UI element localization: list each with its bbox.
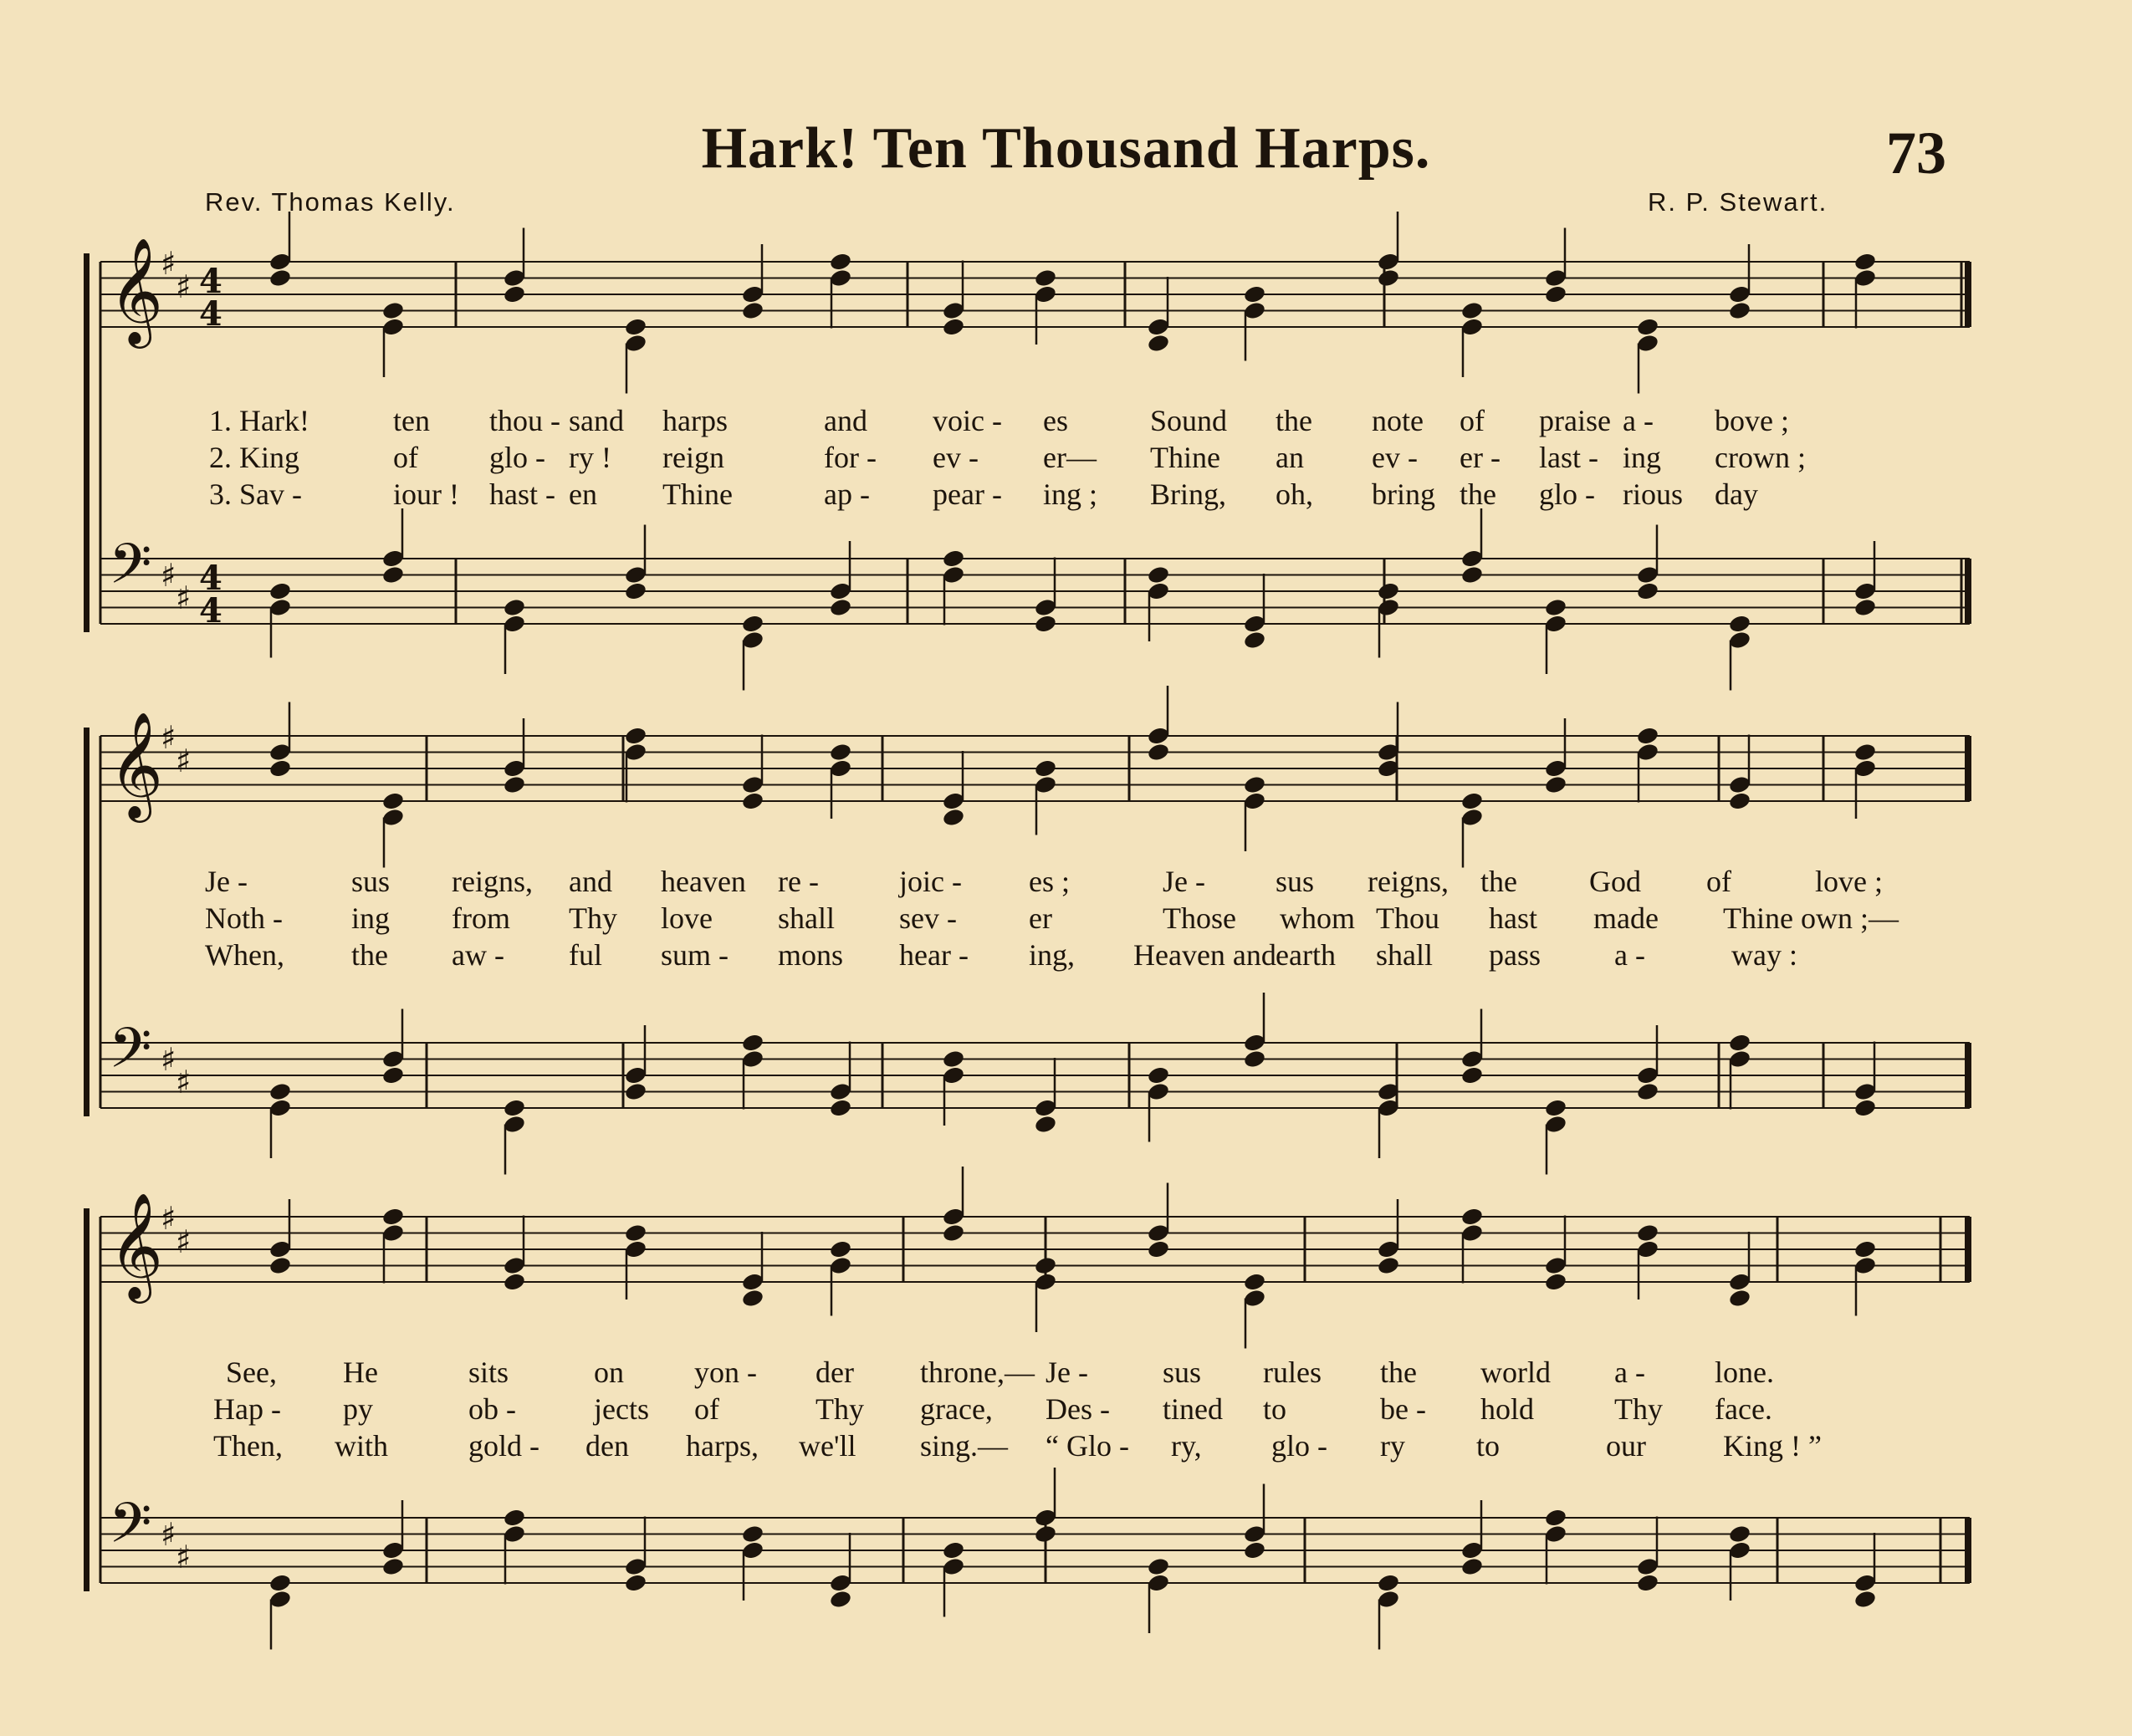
lyric-syllable: a -	[1614, 938, 1645, 972]
lyric-syllable: of	[393, 441, 418, 474]
lyric-syllable: Thine own ;—	[1723, 901, 1899, 935]
notehead	[829, 597, 852, 617]
notehead	[1544, 1272, 1567, 1292]
notehead	[624, 1223, 647, 1243]
notehead	[741, 614, 764, 634]
lyric-syllable: praise	[1539, 404, 1611, 437]
lyric-syllable: oh,	[1276, 477, 1313, 511]
notehead	[1636, 1223, 1659, 1243]
lyric-syllable: He	[343, 1356, 378, 1389]
lyric-syllable: thou -	[489, 404, 560, 437]
lyric-syllable: of	[694, 1392, 719, 1426]
notehead	[268, 1255, 292, 1275]
lyric-syllable: bove ;	[1715, 404, 1789, 437]
notehead	[1460, 300, 1484, 320]
notehead	[1728, 1033, 1751, 1053]
notehead	[1243, 630, 1266, 650]
notehead	[829, 1589, 852, 1609]
notehead	[942, 1540, 965, 1560]
lyric-syllable: Je -	[1163, 865, 1205, 898]
notehead	[624, 317, 647, 337]
lyric-syllable: Thy	[569, 901, 617, 935]
lyric-syllable: ing ;	[1043, 477, 1098, 511]
notehead	[741, 1524, 764, 1544]
lyric-syllable: ten	[393, 404, 430, 437]
lyric-syllable: shall	[778, 901, 835, 935]
lyric-syllable: whom	[1280, 901, 1355, 935]
lyric-syllable: Noth -	[205, 901, 283, 935]
lyric-syllable: of	[1706, 865, 1731, 898]
lyric-syllable: earth	[1276, 938, 1336, 972]
lyric-syllable: ful	[569, 938, 602, 972]
lyric-syllable: Then,	[213, 1429, 283, 1463]
lyric-syllable: voic -	[933, 404, 1002, 437]
notehead	[1243, 774, 1266, 794]
notehead	[1243, 1049, 1266, 1069]
final-barline	[1965, 559, 1971, 624]
lyric-syllable: the	[1276, 404, 1312, 437]
sharp-icon: ♯	[176, 1539, 192, 1575]
notehead	[381, 791, 405, 811]
lyric-syllable: to	[1263, 1392, 1287, 1426]
notehead	[1544, 284, 1567, 304]
notehead	[1853, 742, 1877, 762]
lyric-line	[0, 403, 2132, 440]
sharp-icon: ♯	[176, 1064, 192, 1100]
notehead	[1853, 1589, 1877, 1609]
notehead	[1034, 1524, 1057, 1544]
lyric-syllable: iour !	[393, 477, 459, 511]
lyric-syllable: glo -	[1539, 477, 1595, 511]
lyric-syllable: ry	[1380, 1429, 1405, 1463]
lyric-syllable: ry !	[569, 441, 611, 474]
lyric-syllable: en	[569, 477, 597, 511]
lyric-syllable: ev -	[1372, 441, 1418, 474]
time-signature-top: 4	[199, 262, 222, 301]
notehead	[503, 1098, 526, 1118]
lyric-syllable: yon -	[694, 1356, 757, 1389]
notehead	[829, 1098, 852, 1118]
lyric-syllable: sev -	[899, 901, 957, 935]
notehead	[1460, 1065, 1484, 1085]
notehead	[624, 1573, 647, 1593]
lyric-syllable: a -	[1623, 404, 1654, 437]
lyric-syllable: sus	[1276, 865, 1315, 898]
lyric-syllable: er -	[1460, 441, 1501, 474]
lyric-syllable: ap -	[824, 477, 870, 511]
notehead	[503, 774, 526, 794]
lyric-syllable: glo -	[489, 441, 545, 474]
notehead	[268, 1081, 292, 1101]
lyric-syllable: gold -	[468, 1429, 539, 1463]
lyric-syllable: sus	[351, 865, 391, 898]
lyric-syllable: der	[815, 1356, 854, 1389]
lyric-syllable: last -	[1539, 441, 1598, 474]
sharp-icon: ♯	[176, 268, 192, 305]
lyric-syllable: ing	[351, 901, 391, 935]
lyric-syllable: When,	[205, 938, 284, 972]
lyric-syllable: way :	[1731, 938, 1797, 972]
notehead	[1377, 268, 1400, 288]
lyric-syllable: on	[594, 1356, 624, 1389]
lyric-syllable: lone.	[1715, 1356, 1774, 1389]
lyric-syllable: 1. Hark!	[209, 404, 309, 437]
notehead	[624, 726, 647, 746]
notehead	[1460, 1556, 1484, 1576]
lyric-syllable: an	[1276, 441, 1304, 474]
time-signature-bottom: 4	[199, 591, 222, 631]
bass-clef-icon: 𝄢	[109, 1491, 152, 1569]
lyric-line	[0, 440, 2132, 477]
lyric-syllable: See,	[226, 1356, 277, 1389]
lyric-syllable: crown ;	[1715, 441, 1806, 474]
lyric-syllable: Thy	[1614, 1392, 1663, 1426]
lyric-syllable: from	[452, 901, 510, 935]
lyric-syllable: reigns,	[1368, 865, 1449, 898]
lyric-syllable: rious	[1623, 477, 1683, 511]
lyric-syllable: pass	[1489, 938, 1541, 972]
lyric-syllable: love	[661, 901, 713, 935]
lyric-syllable: ob -	[468, 1392, 516, 1426]
notehead	[1243, 1272, 1266, 1292]
lyric-syllable: hear -	[899, 938, 969, 972]
treble-clef-icon: 𝄞	[109, 711, 164, 818]
notehead	[1544, 774, 1567, 794]
lyric-syllable: Bring,	[1150, 477, 1227, 511]
lyric-syllable: God	[1589, 865, 1641, 898]
notehead	[503, 597, 526, 617]
lyric-syllable: Des -	[1046, 1392, 1110, 1426]
notehead	[1728, 300, 1751, 320]
notehead	[1147, 1239, 1170, 1259]
sharp-icon: ♯	[176, 743, 192, 779]
notehead	[381, 300, 405, 320]
lyric-syllable: bring	[1372, 477, 1435, 511]
lyric-syllable: ing,	[1029, 938, 1076, 972]
notehead	[1853, 1098, 1877, 1118]
treble-clef-icon: 𝄞	[109, 237, 164, 344]
lyric-syllable: re -	[778, 865, 819, 898]
lyric-syllable: er	[1029, 901, 1052, 935]
lyric-syllable: mons	[778, 938, 844, 972]
notehead	[381, 564, 405, 585]
notehead	[268, 1573, 292, 1593]
lyric-line	[0, 477, 2132, 513]
notehead	[829, 742, 852, 762]
lyric-syllable: er—	[1043, 441, 1097, 474]
lyric-syllable: of	[1460, 404, 1485, 437]
notehead	[1147, 1556, 1170, 1576]
lyric-syllable: the	[351, 938, 388, 972]
lyric-syllable: sum -	[661, 938, 729, 972]
notehead	[268, 581, 292, 601]
lyric-syllable: joic -	[899, 865, 962, 898]
lyricist-credit: Rev. Thomas Kelly.	[205, 187, 456, 217]
final-barline	[1965, 736, 1971, 801]
notehead	[829, 252, 852, 272]
lyric-line	[0, 1428, 2132, 1465]
lyric-syllable: es	[1043, 404, 1068, 437]
lyric-syllable: ev -	[933, 441, 979, 474]
notehead	[1034, 1114, 1057, 1134]
time-signature-bottom: 4	[199, 294, 222, 334]
lyric-syllable: reigns,	[452, 865, 533, 898]
sharp-icon: ♯	[161, 1041, 176, 1078]
notehead	[1243, 1540, 1266, 1560]
notehead	[1034, 1255, 1057, 1275]
final-barline	[1965, 1217, 1971, 1282]
lyric-syllable: Je -	[205, 865, 248, 898]
page-number: 73	[1886, 120, 1946, 186]
lyric-syllable: Heaven and	[1133, 938, 1276, 972]
lyric-syllable: sus	[1163, 1356, 1202, 1389]
composer-credit: R. P. Stewart.	[1648, 187, 1828, 217]
notehead	[1636, 1081, 1659, 1101]
lyric-syllable: reign	[662, 441, 724, 474]
lyric-syllable: and	[824, 404, 867, 437]
notehead	[1243, 284, 1266, 304]
lyric-syllable: hast	[1489, 901, 1537, 935]
notehead	[268, 758, 292, 779]
lyric-line	[0, 937, 2132, 974]
final-barline	[1965, 1518, 1971, 1583]
lyric-syllable: hold	[1480, 1392, 1535, 1426]
lyric-syllable: the	[1480, 865, 1517, 898]
notehead	[1636, 317, 1659, 337]
lyric-syllable: 3. Sav -	[209, 477, 302, 511]
sharp-icon: ♯	[161, 245, 176, 282]
sharp-icon: ♯	[161, 557, 176, 594]
notehead	[1636, 726, 1659, 746]
lyric-syllable: grace,	[920, 1392, 993, 1426]
notehead	[503, 284, 526, 304]
lyric-syllable: Thine	[662, 477, 733, 511]
lyric-syllable: 2. King	[209, 441, 299, 474]
lyric-syllable: note	[1372, 404, 1424, 437]
notehead	[268, 268, 292, 288]
notehead	[741, 1033, 764, 1053]
lyric-syllable: for -	[824, 441, 877, 474]
lyric-syllable: with	[335, 1429, 389, 1463]
notehead	[741, 300, 764, 320]
notehead	[1728, 1288, 1751, 1308]
lyric-syllable: es ;	[1029, 865, 1070, 898]
lyric-syllable: made	[1593, 901, 1659, 935]
lyric-line	[0, 1391, 2132, 1428]
bass-clef-icon: 𝄢	[109, 532, 152, 610]
lyric-syllable: day	[1715, 477, 1758, 511]
lyric-syllable: aw -	[452, 938, 504, 972]
notehead	[1034, 614, 1057, 634]
lyric-syllable: be -	[1380, 1392, 1426, 1426]
lyric-syllable: Sound	[1150, 404, 1228, 437]
sharp-icon: ♯	[176, 1223, 192, 1260]
sharp-icon: ♯	[161, 1516, 176, 1553]
lyric-syllable: harps,	[686, 1429, 759, 1463]
notehead	[1544, 1508, 1567, 1528]
lyric-syllable: shall	[1376, 938, 1433, 972]
sharp-icon: ♯	[176, 580, 192, 616]
lyric-syllable: tined	[1163, 1392, 1223, 1426]
lyric-syllable: ing	[1623, 441, 1662, 474]
notehead	[381, 1065, 405, 1085]
notehead	[503, 1272, 526, 1292]
lyric-syllable: face.	[1715, 1392, 1772, 1426]
notehead	[1853, 1239, 1877, 1259]
lyric-syllable: we'll	[799, 1429, 856, 1463]
notehead	[1147, 742, 1170, 762]
lyric-syllable: heaven	[661, 865, 746, 898]
lyric-syllable: our	[1606, 1429, 1646, 1463]
notehead	[741, 791, 764, 811]
notehead	[1728, 614, 1751, 634]
notehead	[1460, 791, 1484, 811]
notehead	[1636, 581, 1659, 601]
notehead	[1636, 1573, 1659, 1593]
lyric-syllable: jects	[594, 1392, 649, 1426]
treble-clef-icon: 𝄞	[109, 1192, 164, 1299]
lyric-syllable: sand	[569, 404, 624, 437]
notehead	[1728, 1524, 1751, 1544]
lyric-syllable: the	[1460, 477, 1496, 511]
notehead	[942, 807, 965, 827]
lyric-syllable: love ;	[1815, 865, 1883, 898]
lyric-syllable: Hap -	[213, 1392, 281, 1426]
lyric-syllable: pear -	[933, 477, 1002, 511]
notehead	[381, 1556, 405, 1576]
notehead	[1377, 1255, 1400, 1275]
notehead	[829, 1239, 852, 1259]
notehead	[1544, 1098, 1567, 1118]
notehead	[1147, 564, 1170, 585]
lyric-syllable: harps	[662, 404, 728, 437]
lyric-syllable: throne,—	[920, 1356, 1035, 1389]
lyric-syllable: ry,	[1171, 1429, 1202, 1463]
bass-clef-icon: 𝄢	[109, 1016, 152, 1094]
notehead	[1034, 758, 1057, 779]
lyric-syllable: Thy	[815, 1392, 864, 1426]
sharp-icon: ♯	[161, 719, 176, 756]
notehead	[942, 1223, 965, 1243]
lyric-syllable: and	[569, 865, 612, 898]
lyric-syllable: Thine	[1150, 441, 1220, 474]
notehead	[381, 1207, 405, 1227]
hymn-title: Hark! Ten Thousand Harps.	[701, 116, 1431, 181]
notehead	[1147, 333, 1170, 353]
notehead	[741, 1288, 764, 1308]
notehead	[942, 317, 965, 337]
notehead	[1377, 581, 1400, 601]
notehead	[942, 549, 965, 569]
lyric-syllable: den	[585, 1429, 629, 1463]
lyric-syllable: Je -	[1046, 1356, 1088, 1389]
lyric-syllable: King ! ”	[1723, 1429, 1822, 1463]
lyric-syllable: Thou	[1376, 901, 1439, 935]
lyric-syllable: Those	[1163, 901, 1236, 935]
lyric-syllable: sing.—	[920, 1429, 1009, 1463]
notehead	[1853, 597, 1877, 617]
lyric-line	[0, 864, 2132, 901]
lyric-syllable: the	[1380, 1356, 1417, 1389]
notehead	[624, 1081, 647, 1101]
lyric-syllable: glo -	[1271, 1429, 1327, 1463]
lyric-syllable: sits	[468, 1356, 509, 1389]
notehead	[1853, 252, 1877, 272]
final-barline	[1965, 262, 1971, 327]
time-signature-top: 4	[199, 559, 222, 598]
lyric-syllable: hast -	[489, 477, 555, 511]
lyric-syllable: py	[343, 1392, 373, 1426]
notehead	[1728, 791, 1751, 811]
lyric-syllable: “ Glo -	[1046, 1429, 1129, 1463]
notehead	[624, 581, 647, 601]
lyric-syllable: world	[1480, 1356, 1551, 1389]
notehead	[1460, 564, 1484, 585]
lyric-syllable: rules	[1263, 1356, 1322, 1389]
notehead	[503, 1508, 526, 1528]
notehead	[1377, 1573, 1400, 1593]
lyric-syllable: a -	[1614, 1356, 1645, 1389]
final-barline	[1965, 1043, 1971, 1108]
lyric-syllable: to	[1476, 1429, 1501, 1463]
notehead	[1544, 597, 1567, 617]
lyric-line	[0, 1355, 2132, 1391]
notehead	[1460, 1207, 1484, 1227]
sharp-icon: ♯	[161, 1200, 176, 1237]
notehead	[1034, 268, 1057, 288]
lyric-line	[0, 901, 2132, 937]
notehead	[1147, 1065, 1170, 1085]
notehead	[942, 1049, 965, 1069]
